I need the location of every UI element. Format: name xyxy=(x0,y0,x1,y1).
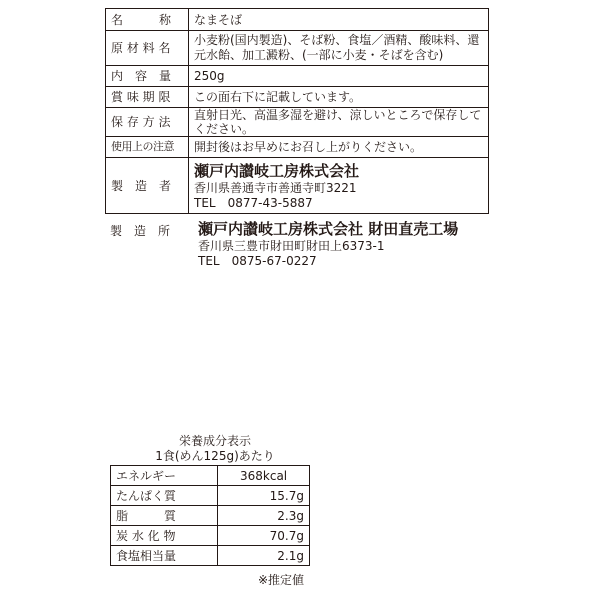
estimate-note: ※推定値 xyxy=(258,573,305,587)
label-key-manufacturer: 製 造 者 xyxy=(106,158,189,214)
label-key-storage: 保 存 方 法 xyxy=(106,108,189,137)
label-value-caution: 開封後はお早めにお召し上がりください。 xyxy=(189,137,489,158)
label-value-manufacturer xyxy=(189,158,489,214)
label-key-name: 名 称 xyxy=(106,9,189,31)
nutrition-title: 栄養成分表示 xyxy=(178,434,251,448)
nutrition-value-energy: 368kcal xyxy=(218,466,310,486)
nutrition-row xyxy=(111,506,310,526)
nutrition-row xyxy=(111,546,310,566)
nutrition-value-protein: 15.7g xyxy=(218,486,310,506)
factory-name: 瀬戸内讃岐工房株式会社 財田直売工場 xyxy=(198,220,459,238)
label-value-best-before: この面右下に記載しています。 xyxy=(189,87,489,108)
label-row-manufacturer xyxy=(106,158,489,214)
label-key-ingredients: 原 材 料 名 xyxy=(106,31,189,66)
factory-address: 香川県三豊市財田町財田上6373-1 xyxy=(198,239,385,253)
label-row-storage xyxy=(106,108,489,137)
label-value-storage: 直射日光、高温多湿を避け、涼しいところで保存してください。 xyxy=(189,108,489,137)
manufacturer-tel: TEL 0877-43-5887 xyxy=(194,196,313,210)
nutrition-row xyxy=(111,526,310,546)
nutrition-key-carbohydrate: 炭 水 化 物 xyxy=(111,526,218,546)
product-label-table xyxy=(105,8,489,214)
nutrition-row xyxy=(111,466,310,486)
nutrition-key-energy: エネルギー xyxy=(111,466,218,486)
nutrition-key-salt: 食塩相当量 xyxy=(111,546,218,566)
factory-value xyxy=(198,220,458,269)
label-row-caution xyxy=(106,137,489,158)
nutrition-value-salt: 2.1g xyxy=(218,546,310,566)
label-value-ingredients: 小麦粉(国内製造)、そば粉、食塩／酒精、酸味料、還元水飴、加工澱粉、(一部に小麦・そばを含む) xyxy=(189,31,489,66)
label-row-best-before xyxy=(106,87,489,108)
label-key-net-weight: 内 容 量 xyxy=(106,66,189,87)
label-key-caution: 使用上の注意 xyxy=(106,137,189,158)
label-key-best-before: 賞 味 期 限 xyxy=(106,87,189,108)
label-value-net-weight: 250g xyxy=(189,66,489,87)
nutrition-serving: 1食(めん125g)あたり xyxy=(155,449,275,463)
factory-tel: TEL 0875-67-0227 xyxy=(198,254,317,268)
factory-key: 製 造 所 xyxy=(110,224,171,238)
label-row-ingredients xyxy=(106,31,489,66)
manufacturer-address: 香川県善通寺市善通寺町3221 xyxy=(194,181,357,195)
label-value-name: なまそば xyxy=(189,9,489,31)
manufacturer-name: 瀬戸内讃岐工房株式会社 xyxy=(194,162,360,180)
nutrition-value-carbohydrate: 70.7g xyxy=(218,526,310,546)
nutrition-key-fat: 脂 質 xyxy=(111,506,218,526)
nutrition-value-fat: 2.3g xyxy=(218,506,310,526)
label-row-net-weight xyxy=(106,66,489,87)
nutrition-key-protein: たんぱく質 xyxy=(111,486,218,506)
nutrition-row xyxy=(111,486,310,506)
label-row-name xyxy=(106,9,489,31)
nutrition-table xyxy=(110,465,310,566)
